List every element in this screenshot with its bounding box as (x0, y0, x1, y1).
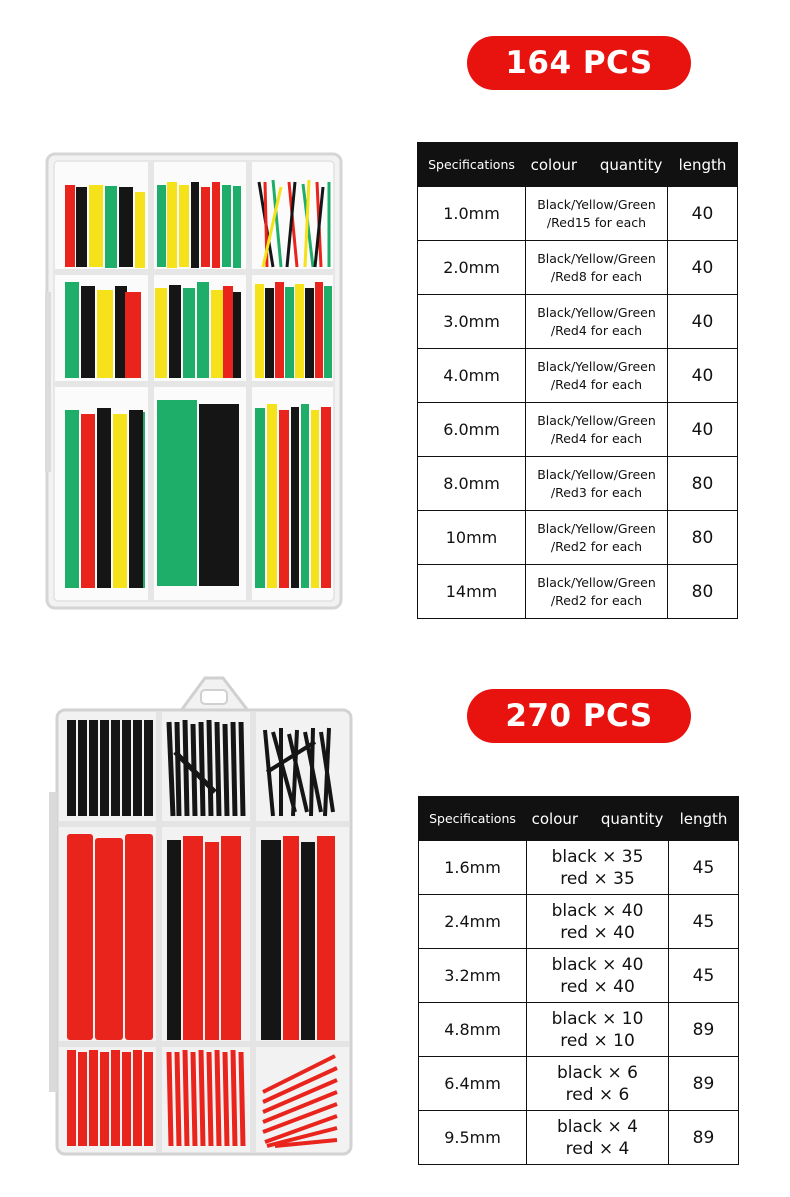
length-cell: 89 (669, 1057, 739, 1111)
colour-cell (526, 187, 668, 241)
colour-line: Black/Yellow/Green (537, 358, 656, 374)
colour-line: Black/Yellow/Green (537, 466, 656, 482)
length-cell: 40 (668, 295, 738, 349)
quantity-line: red × 40 (560, 976, 635, 997)
quantity-line: /Red4 for each (550, 322, 643, 338)
size-cell: 2.4mm (419, 895, 527, 949)
size-cell: 6.4mm (419, 1057, 527, 1111)
quantity-line: /Red4 for each (550, 430, 643, 446)
colour-line: black × 10 (551, 1008, 644, 1029)
colour-cell (526, 403, 668, 457)
quantity-line: /Red15 for each (546, 214, 647, 230)
length-cell: 40 (668, 349, 738, 403)
length-cell: 89 (669, 1003, 739, 1057)
table-row (419, 949, 739, 1003)
pcs-badge-164: 164 PCS (467, 36, 691, 90)
length-cell: 40 (668, 403, 738, 457)
colour-cell (527, 1057, 669, 1111)
length-cell: 80 (668, 457, 738, 511)
colour-cell (527, 1111, 669, 1165)
header-length: length (668, 143, 738, 187)
colour-line: black × 4 (557, 1116, 638, 1137)
length-cell: 89 (669, 1111, 739, 1165)
size-cell: 1.6mm (419, 841, 527, 895)
size-cell: 4.0mm (418, 349, 526, 403)
colour-cell (527, 895, 669, 949)
spec-table-164 (417, 142, 738, 619)
table-row (419, 1057, 739, 1111)
table-row (418, 295, 738, 349)
length-cell: 45 (669, 895, 739, 949)
table-row (418, 241, 738, 295)
size-cell: 14mm (418, 565, 526, 619)
colour-line: black × 35 (551, 846, 644, 867)
header-colour-quantity: colour quantity (526, 143, 668, 187)
colour-line: Black/Yellow/Green (537, 250, 656, 266)
table-row (418, 349, 738, 403)
colour-line: black × 6 (557, 1062, 638, 1083)
colour-cell (526, 241, 668, 295)
quantity-line: /Red3 for each (550, 484, 643, 500)
table-row (419, 1003, 739, 1057)
table-row (418, 187, 738, 241)
length-cell: 40 (668, 187, 738, 241)
colour-line: black × 40 (551, 900, 644, 921)
length-cell: 45 (669, 841, 739, 895)
size-cell: 10mm (418, 511, 526, 565)
colour-cell (526, 511, 668, 565)
heat-shrink-kit-164-image (45, 152, 345, 612)
quantity-line: /Red4 for each (550, 376, 643, 392)
table-header-row (418, 143, 738, 187)
size-cell: 8.0mm (418, 457, 526, 511)
header-colour-quantity: colour quantity (527, 797, 669, 841)
colour-line: Black/Yellow/Green (537, 196, 656, 212)
table-row (418, 511, 738, 565)
length-cell: 45 (669, 949, 739, 1003)
table-row (419, 895, 739, 949)
colour-cell (526, 349, 668, 403)
size-cell: 2.0mm (418, 241, 526, 295)
table-row (419, 841, 739, 895)
header-specifications: Specifications (418, 143, 526, 187)
size-cell: 1.0mm (418, 187, 526, 241)
table-row (418, 565, 738, 619)
colour-cell (527, 1003, 669, 1057)
quantity-line: /Red2 for each (550, 538, 643, 554)
spec-table-270 (418, 796, 739, 1165)
colour-cell (527, 949, 669, 1003)
colour-line: Black/Yellow/Green (537, 520, 656, 536)
colour-cell (526, 565, 668, 619)
table-row (418, 403, 738, 457)
colour-cell (527, 841, 669, 895)
size-cell: 3.0mm (418, 295, 526, 349)
quantity-line: red × 10 (560, 1030, 635, 1051)
quantity-line: /Red2 for each (550, 592, 643, 608)
table-row (419, 1111, 739, 1165)
colour-line: Black/Yellow/Green (537, 574, 656, 590)
length-cell: 80 (668, 565, 738, 619)
colour-line: Black/Yellow/Green (537, 304, 656, 320)
heat-shrink-kit-270-image (45, 672, 355, 1162)
quantity-line: red × 4 (565, 1138, 630, 1159)
length-cell: 80 (668, 511, 738, 565)
size-cell: 4.8mm (419, 1003, 527, 1057)
table-row (418, 457, 738, 511)
size-cell: 9.5mm (419, 1111, 527, 1165)
colour-cell (526, 457, 668, 511)
quantity-line: red × 6 (565, 1084, 630, 1105)
quantity-line: red × 40 (560, 922, 635, 943)
colour-line: Black/Yellow/Green (537, 412, 656, 428)
pcs-badge-270: 270 PCS (467, 689, 691, 743)
header-length: length (669, 797, 739, 841)
header-specifications: Specifications (419, 797, 527, 841)
length-cell: 40 (668, 241, 738, 295)
table-header-row (419, 797, 739, 841)
size-cell: 6.0mm (418, 403, 526, 457)
quantity-line: red × 35 (560, 868, 635, 889)
quantity-line: /Red8 for each (550, 268, 643, 284)
colour-line: black × 40 (551, 954, 644, 975)
colour-cell (526, 295, 668, 349)
size-cell: 3.2mm (419, 949, 527, 1003)
